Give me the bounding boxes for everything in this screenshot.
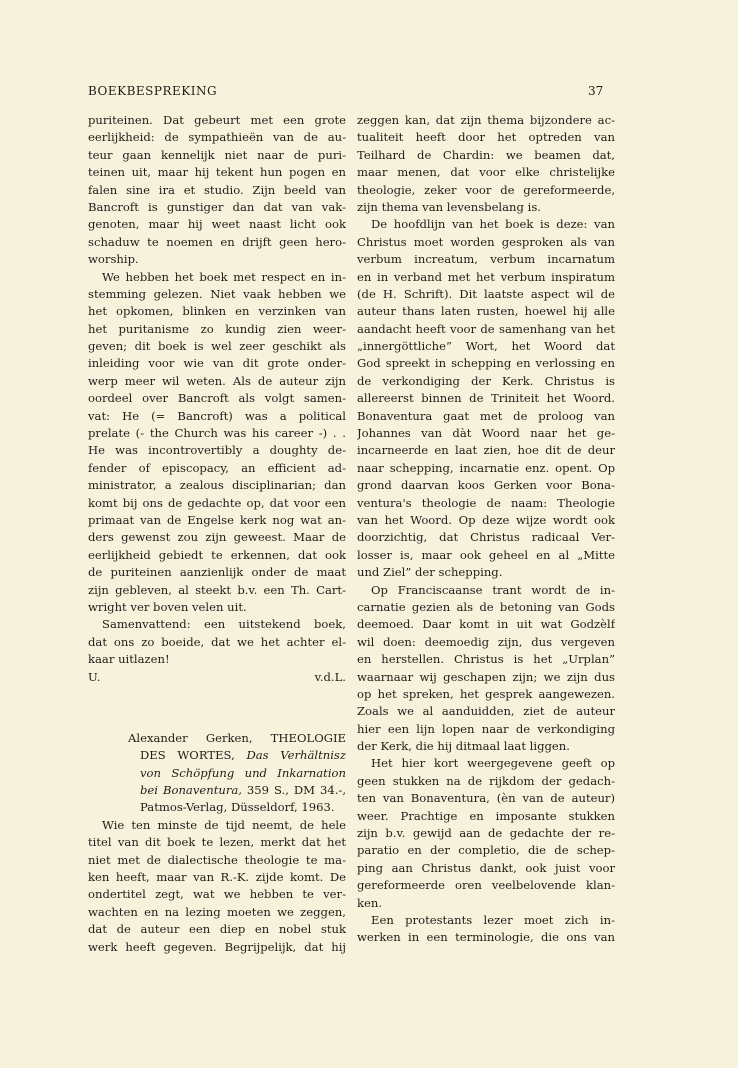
text-line: auteur thans laten rusten, hoewel hij alle: [357, 304, 615, 319]
text-line: verbum increatum, verbum incarnatum: [357, 252, 615, 267]
reviewer-name: v.d.L.: [314, 669, 346, 684]
text-line: Johannes van dàt Woord naar het ge-: [357, 426, 615, 441]
text-line: teur gaan kennelijk niet naar de puri-: [88, 147, 346, 162]
text-line: aandacht heeft voor de samenhang van het: [357, 321, 615, 336]
citation-line: [88, 765, 346, 782]
text-line: waarnaar wij geschapen zijn; we zijn dus: [357, 669, 615, 684]
text-line: De hoofdlijn van het boek is deze: van: [371, 217, 615, 232]
text-line: gereformeerde oren veelbelovende klan-: [357, 878, 615, 893]
right-column: [357, 112, 615, 947]
text-line: und Ziel” der schepping.: [357, 565, 503, 580]
text-line: hier een lijn lopen naar de verkondiging: [357, 721, 615, 736]
section-gap: [88, 686, 346, 730]
text-line: puriteinen. Dat gebeurt met een grote: [88, 113, 346, 127]
text-line: ten van Bonaventura, (èn van de auteur): [357, 791, 615, 806]
text-line: (de H. Schrift). Dit laatste aspect wil de: [357, 286, 615, 301]
left-column: [88, 112, 346, 956]
text-line: paratio en der completio, die de schep-: [357, 843, 615, 858]
text-line: oordeel over Bancroft als volgt samen-: [88, 391, 346, 406]
text-line: zijn b.v. gewijd aan de gedachte der re-: [357, 826, 615, 841]
reviewer-initial: U.: [88, 669, 101, 684]
text-line: God spreekt in schepping en verlossing en: [357, 356, 615, 371]
text-line: Christus moet worden gesproken als van: [357, 234, 615, 249]
text-line: de puriteinen aanzienlijk onder de maat: [88, 565, 346, 580]
text-line: zeggen kan, dat zijn thema bijzondere ac-: [357, 113, 615, 127]
book-citation: [88, 730, 346, 817]
text-line: Wie ten minste de tijd neemt, de hele: [102, 817, 346, 832]
text-line: vat: He (= Bancroft) was a political: [88, 408, 346, 423]
text-line: niet met de dialectische theologie te ma-: [88, 852, 346, 867]
text-line: grond daarvan koos Gerken voor Bona-: [357, 478, 615, 493]
text-line: fender of episcopacy, an efficient ad-: [88, 460, 346, 475]
text-line: dat de auteur een diep en nobel stuk: [88, 922, 346, 937]
text-line: eerlijkheid: de sympathieën van de au-: [88, 130, 346, 145]
citation-line: Alexander Gerken, THEOLOGIE: [128, 730, 346, 745]
text-line: weer. Prachtige en imposante stukken: [357, 808, 615, 823]
text-line: geven; dit boek is wel zeer geschikt als: [88, 339, 346, 354]
running-header: BOEKBESPREKING: [88, 84, 218, 98]
page-number: 37: [588, 84, 604, 98]
text-line: teinen uit, maar hij tekent hun pogen en: [88, 165, 346, 180]
text-line: werp meer wil weten. Als de auteur zijn: [88, 373, 346, 388]
text-line: Bonaventura gaat met de proloog van: [357, 408, 615, 423]
text-line: op het spreken, het gesprek aangewezen.: [357, 686, 615, 701]
text-line: werken in een terminologie, die ons van: [357, 930, 615, 945]
text-line: de verkondiging der Kerk. Christus is: [357, 373, 615, 388]
text-line: zijn gebleven, al steekt b.v. een Th. Cart-: [88, 582, 346, 597]
citation-subtitle: von Schöpfung und Inkarnation: [140, 765, 346, 780]
text-line: Het hier kort weergegevene geeft op: [371, 756, 615, 771]
text-line: maar menen, dat voor elke christelijke: [357, 165, 615, 180]
text-line: We hebben het boek met respect en in-: [102, 269, 346, 284]
text-line: prelate (- the Church was his career -) . .: [88, 426, 346, 441]
text-line: tualiteit heeft door het optreden van: [357, 130, 615, 145]
text-line: losser is, maar ook geheel en al „Mitte: [357, 547, 615, 562]
review-signature: [88, 669, 346, 686]
text-line: titel van dit boek te lezen, merkt dat het: [88, 835, 346, 850]
text-line: en in verband met het verbum inspiratum: [357, 269, 615, 284]
text-line: He was incontrovertibly a doughty de-: [88, 443, 346, 458]
text-line: genoten, maar hij weet naast licht ook: [88, 217, 346, 232]
citation-line: [88, 782, 346, 799]
text-line: ondertitel zegt, wat we hebben te ver-: [88, 887, 346, 902]
text-line: incarneerde en laat zien, hoe dit de deur: [357, 443, 615, 458]
text-line: Op Franciscaanse trant wordt de in-: [371, 582, 615, 597]
review-1-text: [88, 112, 346, 669]
text-line: theologie, zeker voor de gereformeerde,: [357, 182, 615, 197]
text-line: carnatie gezien als de betoning van Gods: [357, 599, 615, 614]
text-line: inleiding voor wie van dit grote onder-: [88, 356, 346, 371]
text-line: werk heeft gegeven. Begrijpelijk, dat hij: [88, 939, 346, 954]
text-line: ping aan Christus dankt, ook juist voor: [357, 860, 615, 875]
text-line: falen sine ira et studio. Zijn beeld van: [88, 182, 346, 197]
text-line: stemming gelezen. Niet vaak hebben we: [88, 286, 346, 301]
text-line: eerlijkheid gebiedt te erkennen, dat ook: [88, 547, 346, 562]
text-line: ders gewenst zou zijn geweest. Maar de: [88, 530, 346, 545]
text-line: ventura's theologie de naam: Theologie: [357, 495, 615, 510]
text-line: wil doen: deemoedig zijn, dus vergeven: [357, 634, 615, 649]
text-line: wachten en na lezing moeten we zeggen,: [88, 904, 346, 919]
citation-title: DES WORTES,: [140, 748, 235, 763]
text-line: geen stukken na de rijkdom der gedach-: [357, 773, 615, 788]
text-line: Samenvattend: een uitstekend boek,: [102, 617, 346, 632]
text-line: „innergöttliche” Wort, het Woord dat: [357, 339, 615, 354]
text-line: ken.: [357, 895, 383, 910]
text-line: Teilhard de Chardin: we beamen dat,: [357, 147, 615, 162]
text-line: Een protestants lezer moet zich in-: [371, 912, 615, 927]
text-line: Bancroft is gunstiger dan dat van vak-: [88, 199, 346, 214]
citation-subtitle: bei Bonaventura,: [140, 783, 242, 798]
citation-line: [88, 747, 346, 764]
citation-line: Patmos-Verlag, Düsseldorf, 1963.: [140, 800, 335, 815]
text-line: wright ver boven velen uit.: [88, 599, 247, 614]
review-2-text: [88, 817, 346, 956]
text-line: schaduw te noemen en drijft geen hero-: [88, 234, 346, 249]
text-line: deemoed. Daar komt in uit wat Godzèlf: [357, 617, 615, 632]
text-line: zijn thema van levensbelang is.: [357, 199, 541, 214]
text-line: en herstellen. Christus is het „Urplan”: [357, 652, 615, 667]
text-line: het opkomen, blinken en verzinken van: [88, 304, 346, 319]
text-line: allereerst binnen de Triniteit het Woord.: [357, 391, 615, 406]
text-line: primaat van de Engelse kerk nog wat an-: [88, 512, 346, 527]
text-line: komt bij ons de gedachte op, dat voor een: [88, 495, 346, 510]
text-line: van het Woord. Op deze wijze wordt ook: [357, 512, 615, 527]
text-line: dat ons zo boeide, dat we het achter el-: [88, 634, 346, 649]
text-line: kaar uitlazen!: [88, 652, 170, 667]
citation-details: 359 S., DM 34.-,: [246, 783, 346, 798]
text-line: naar schepping, incarnatie enz. opent. Op: [357, 460, 615, 475]
text-line: der Kerk, die hij ditmaal laat liggen.: [357, 739, 570, 754]
text-line: worship.: [88, 252, 139, 267]
citation-subtitle: Das Verhältnisz: [246, 748, 346, 763]
text-line: Zoals we al aanduidden, ziet de auteur: [357, 704, 615, 719]
text-line: doorzichtig, dat Christus radicaal Ver-: [357, 530, 615, 545]
text-line: ministrator, a zealous disciplinarian; dan: [88, 478, 346, 493]
text-line: ken heeft, maar van R.-K. zijde komt. De: [88, 870, 346, 885]
text-line: het puritanisme zo kundig zien weer-: [88, 321, 346, 336]
